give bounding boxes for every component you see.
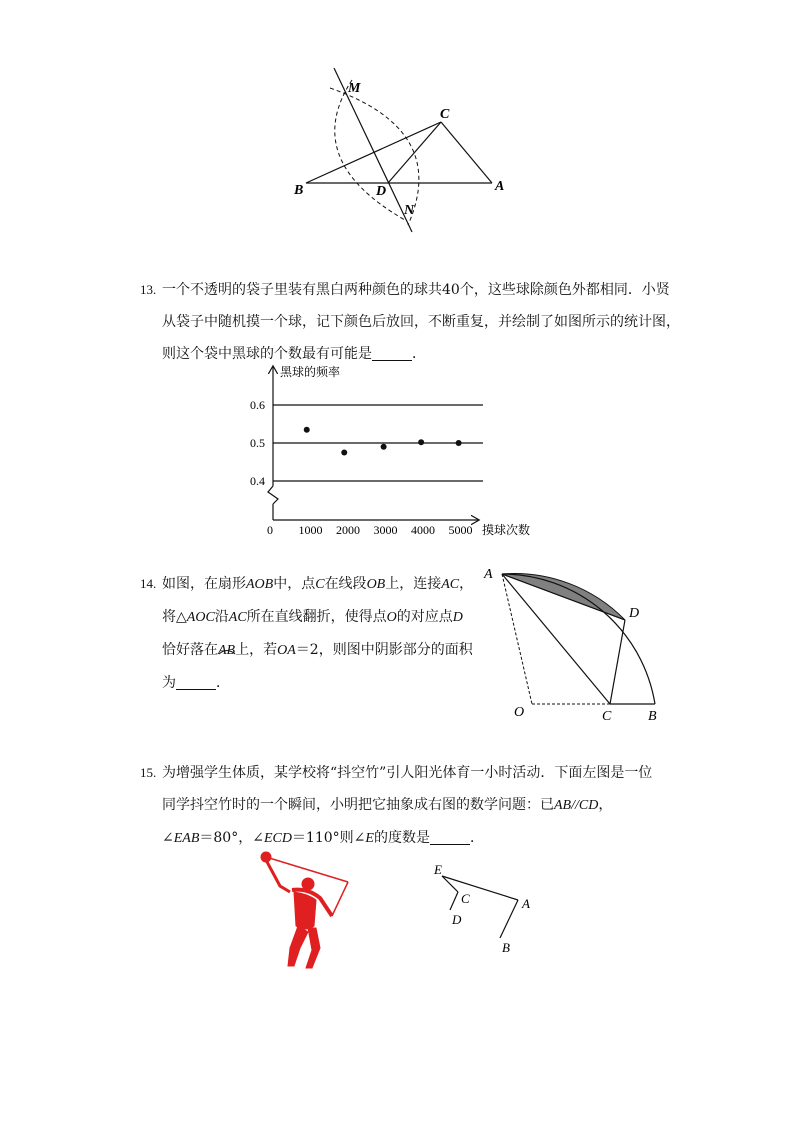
arc-symbol: [218, 649, 236, 655]
q14-line-4: 为 ．: [162, 675, 230, 691]
y-tick-label: 0.4: [250, 474, 265, 488]
q13-line-2: 从袋子中随机摸一个球，记下颜色后放回，不断重复，并绘制了如图所示的统计图，: [162, 314, 680, 330]
q14-line-1: 如图，在扇形AOB中，点C在线段OB上，连接AC，: [162, 576, 474, 592]
q13-line-1: 一个不透明的袋子里装有黑白两种颜色的球共40个，这些球除颜色外都相同．小贤: [162, 282, 670, 298]
segment-ca: [441, 122, 492, 183]
y-axis-break: [268, 486, 278, 504]
q15-line-2: 同学抖空竹时的一个瞬间，小明把它抽象成右图的数学问题：已AB//CD，: [162, 797, 613, 813]
label-c: C: [602, 709, 612, 724]
q15-geometry-figure: [428, 858, 548, 958]
data-point-2: [381, 444, 387, 450]
question-15: [140, 757, 700, 855]
label-b: B: [502, 940, 510, 955]
label-a: A: [522, 896, 530, 911]
q14-line-2: 将△AOC沿AC所在直线翻折，使得点O的对应点D: [162, 609, 463, 625]
answer-blank[interactable]: [372, 344, 412, 361]
q15-line-1: 为增强学生体质，某学校将“抖空竹”引人阳光体育一小时活动．下面左图是一位: [162, 765, 653, 781]
segment-oa: [502, 574, 532, 704]
arc-ab: [502, 574, 655, 704]
label-m: M: [348, 81, 361, 96]
x-tick-label: 1000: [298, 523, 323, 537]
question-number: 14.: [140, 576, 157, 591]
x-axis-label: 摸球次数: [482, 523, 531, 537]
data-point-4: [456, 440, 462, 446]
x-tick-label: 3000: [373, 523, 398, 537]
label-b: B: [648, 709, 657, 724]
data-point-3: [418, 439, 424, 445]
answer-blank[interactable]: [176, 673, 216, 690]
frequency-chart: [240, 362, 560, 542]
y-axis-label: 黑球的频率: [280, 365, 341, 379]
label-o: O: [514, 705, 525, 720]
segment-cd: [610, 620, 625, 704]
q13-line-3: 则这个袋中黑球的个数最有可能是 ．: [162, 346, 426, 362]
x-tick-label: 4000: [411, 523, 435, 537]
answer-blank[interactable]: [430, 828, 470, 845]
label-n: N: [404, 203, 415, 218]
y-tick-label: 0.5: [250, 436, 265, 450]
segment-bc: [306, 122, 441, 183]
segment-ab: [500, 900, 518, 938]
arc-left: [335, 80, 405, 220]
question-14: [140, 568, 500, 699]
label-b: B: [294, 183, 304, 198]
label-a: A: [495, 179, 505, 194]
diabolo-player-figure: [250, 848, 360, 973]
label-d: D: [452, 912, 462, 927]
label-e: E: [434, 862, 442, 877]
sector-figure: [478, 560, 678, 725]
x-tick-label: 5000: [448, 523, 473, 537]
q15-line-3: ∠EAB＝80°，∠ECD＝110°则∠E的度数是 ．: [162, 830, 484, 846]
label-c: C: [461, 891, 470, 906]
question-number: 15.: [140, 765, 157, 780]
line-mn: [334, 68, 412, 232]
label-d: D: [629, 606, 640, 621]
label-a: A: [484, 567, 493, 582]
q14-line-3: 恰好落在 AB上，若OA＝2，则图中阴影部分的面积: [162, 642, 473, 658]
top-geometry-figure: [290, 60, 510, 240]
data-point-0: [304, 427, 310, 433]
segment-cd: [450, 892, 458, 910]
question-number: 13.: [140, 282, 157, 297]
x-tick-label: 0: [267, 523, 273, 537]
segment-cd: [388, 122, 441, 183]
question-13: [140, 274, 700, 370]
x-tick-label: 2000: [336, 523, 360, 537]
label-c: C: [440, 107, 450, 122]
label-d: D: [376, 184, 387, 199]
data-point-1: [341, 450, 347, 456]
y-tick-label: 0.6: [250, 398, 265, 412]
